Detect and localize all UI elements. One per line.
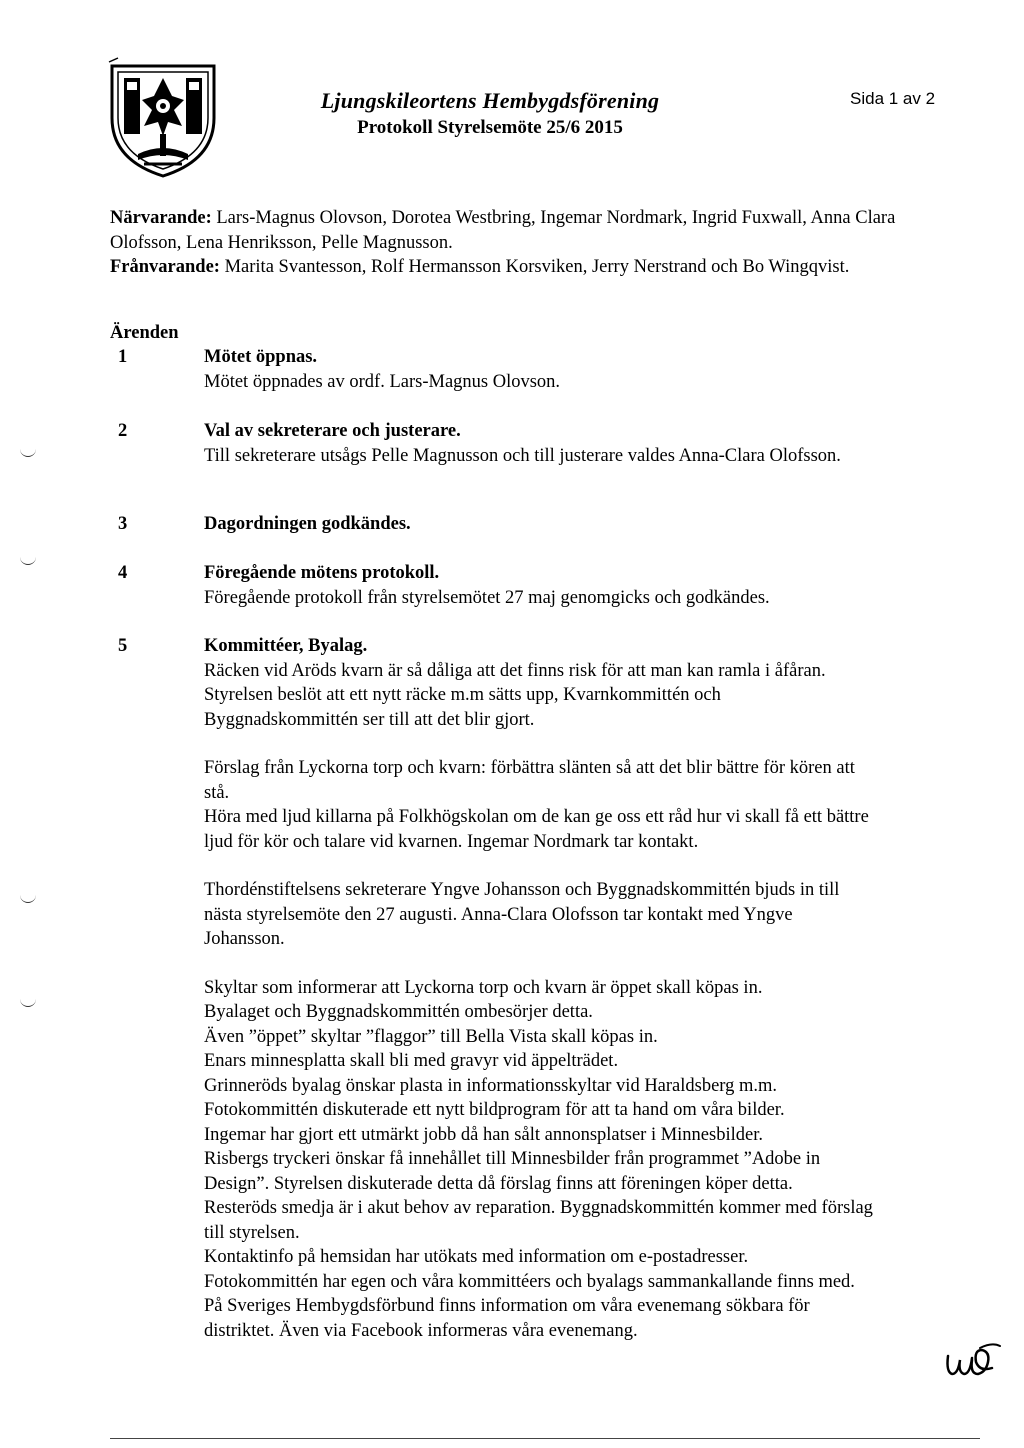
present-names: Lars-Magnus Olovson, Dorotea Westbring, Ingemar Nordmark, Ingrid Fuxwall, Anna Clara Olofsson, Lena Henriksson, Pelle Magnusson. [110,208,896,253]
item-content [204,512,874,537]
present-line [110,206,910,255]
absent-line [110,255,910,280]
footer-rule [110,1438,980,1439]
item-paragraph: Ingemar har gjort ett utmärkt jobb då han sålt annonsplatser i Minnesbilder. [204,1124,763,1145]
item-paragraph: Även ”öppet” skyltar ”flaggor” till Bella Vista skall köpas in. [204,1026,658,1047]
item-number: 3 [118,514,128,534]
margin-mark [20,556,36,565]
item-paragraph: Mötet öppnades av ordf. Lars-Magnus Olovson. [204,371,561,392]
margin-mark [20,448,36,457]
absent-label: Frånvarande: [110,257,220,277]
item-paragraph: Förslag från Lyckorna torp och kvarn: förbättra slänten så att det blir bättre för kören att stå. [204,758,855,803]
item-heading: Dagordningen godkändes. [204,514,411,534]
item-heading: Val av sekreterare och justerare. [204,421,461,441]
item-heading: Mötet öppnas. [204,347,318,367]
item-paragraph: Fotokommittén har egen och våra kommittéers och byalags sammankallande finns med. På Sveriges Hembygdsförbund finns information om våra evenemang sökbara för distriktet. Även via Facebook informeras våra evenemang. [204,1271,855,1341]
item-content [204,634,874,1343]
agenda-title: Ärenden [110,323,179,343]
item-paragraph: Thordénstiftelsens sekreterare Yngve Johansson och Byggnadskommittén bjuds in till nästa styrelsemöte den 27 augusti. Anna-Clara Olofsson tar kontakt med Yngve Johansson. [204,880,840,949]
item-number: 1 [118,347,128,367]
item-content [204,419,874,468]
item-paragraph: Skyltar som informerar att Lyckorna torp och kvarn är öppet skall köpas in. [204,977,763,998]
item-paragraph: Till sekreterare utsågs Pelle Magnusson och till justerare valdes Anna-Clara Olofsson. [204,445,841,466]
item-heading: Kommittéer, Byalag. [204,636,368,656]
item-paragraph: Räcken vid Aröds kvarn är så dåliga att det finns risk för att man kan ramla i åfåran. Styrelsen beslöt att ett nytt räcke m.m sätts upp, Kvarnkommittén och Byggnadskommittén ser till att det blir gjort. [204,660,826,730]
item-paragraph: Enars minnesplatta skall bli med gravyr vid äppelträdet. [204,1051,619,1071]
item-number: 5 [118,636,128,656]
item-paragraph: Byalaget och Byggnadskommittén ombesörjer detta. [204,1002,593,1022]
item-paragraph: Höra med ljud killarna på Folkhögskolan om de kan ge oss ett råd hur vi skall få ett bättre ljud för kör och talare vid kvarnen. Ingemar Nordmark tar kontakt. [204,807,869,852]
item-paragraph: Kontaktinfo på hemsidan har utökats med information om e-postadresser. [204,1247,749,1267]
margin-mark [20,998,36,1007]
item-number: 4 [118,563,128,583]
signature-initials [942,1338,1004,1382]
document-subtitle: Protokoll Styrelsemöte 25/6 2015 [357,117,623,138]
page-number: Sida 1 av 2 [850,89,936,108]
attendance-section [110,206,910,280]
coat-of-arms-icon [104,56,222,180]
item-paragraph: Grinneröds byalag önskar plasta in informationsskyltar vid Haraldsberg m.m. [204,1075,778,1096]
item-paragraph: Resteröds smedja är i akut behov av reparation. Byggnadskommittén kommer med förslag till styrelsen. [204,1198,873,1243]
item-heading: Föregående mötens protokoll. [204,563,440,583]
item-content [204,561,874,610]
item-number: 2 [118,421,128,441]
absent-names: Marita Svantesson, Rolf Hermansson Korsviken, Jerry Nerstrand och Bo Wingqvist. [224,257,850,277]
item-paragraph: Risbergs tryckeri önskar få innehållet till Minnesbilder från programmet ”Adobe in Design”. Styrelsen diskuterade detta då förslag finns att föreningen köper detta. [204,1149,821,1194]
organization-name: Ljungskileortens Hembygdsförening [320,88,660,113]
present-label: Närvarande: [110,208,212,228]
margin-mark [20,894,36,903]
item-content [204,345,874,394]
item-paragraph: Fotokommittén diskuterade ett nytt bildprogram för att ta hand om våra bilder. [204,1100,785,1120]
item-paragraph: Föregående protokoll från styrelsemötet 27 maj genomgicks och godkändes. [204,587,770,608]
